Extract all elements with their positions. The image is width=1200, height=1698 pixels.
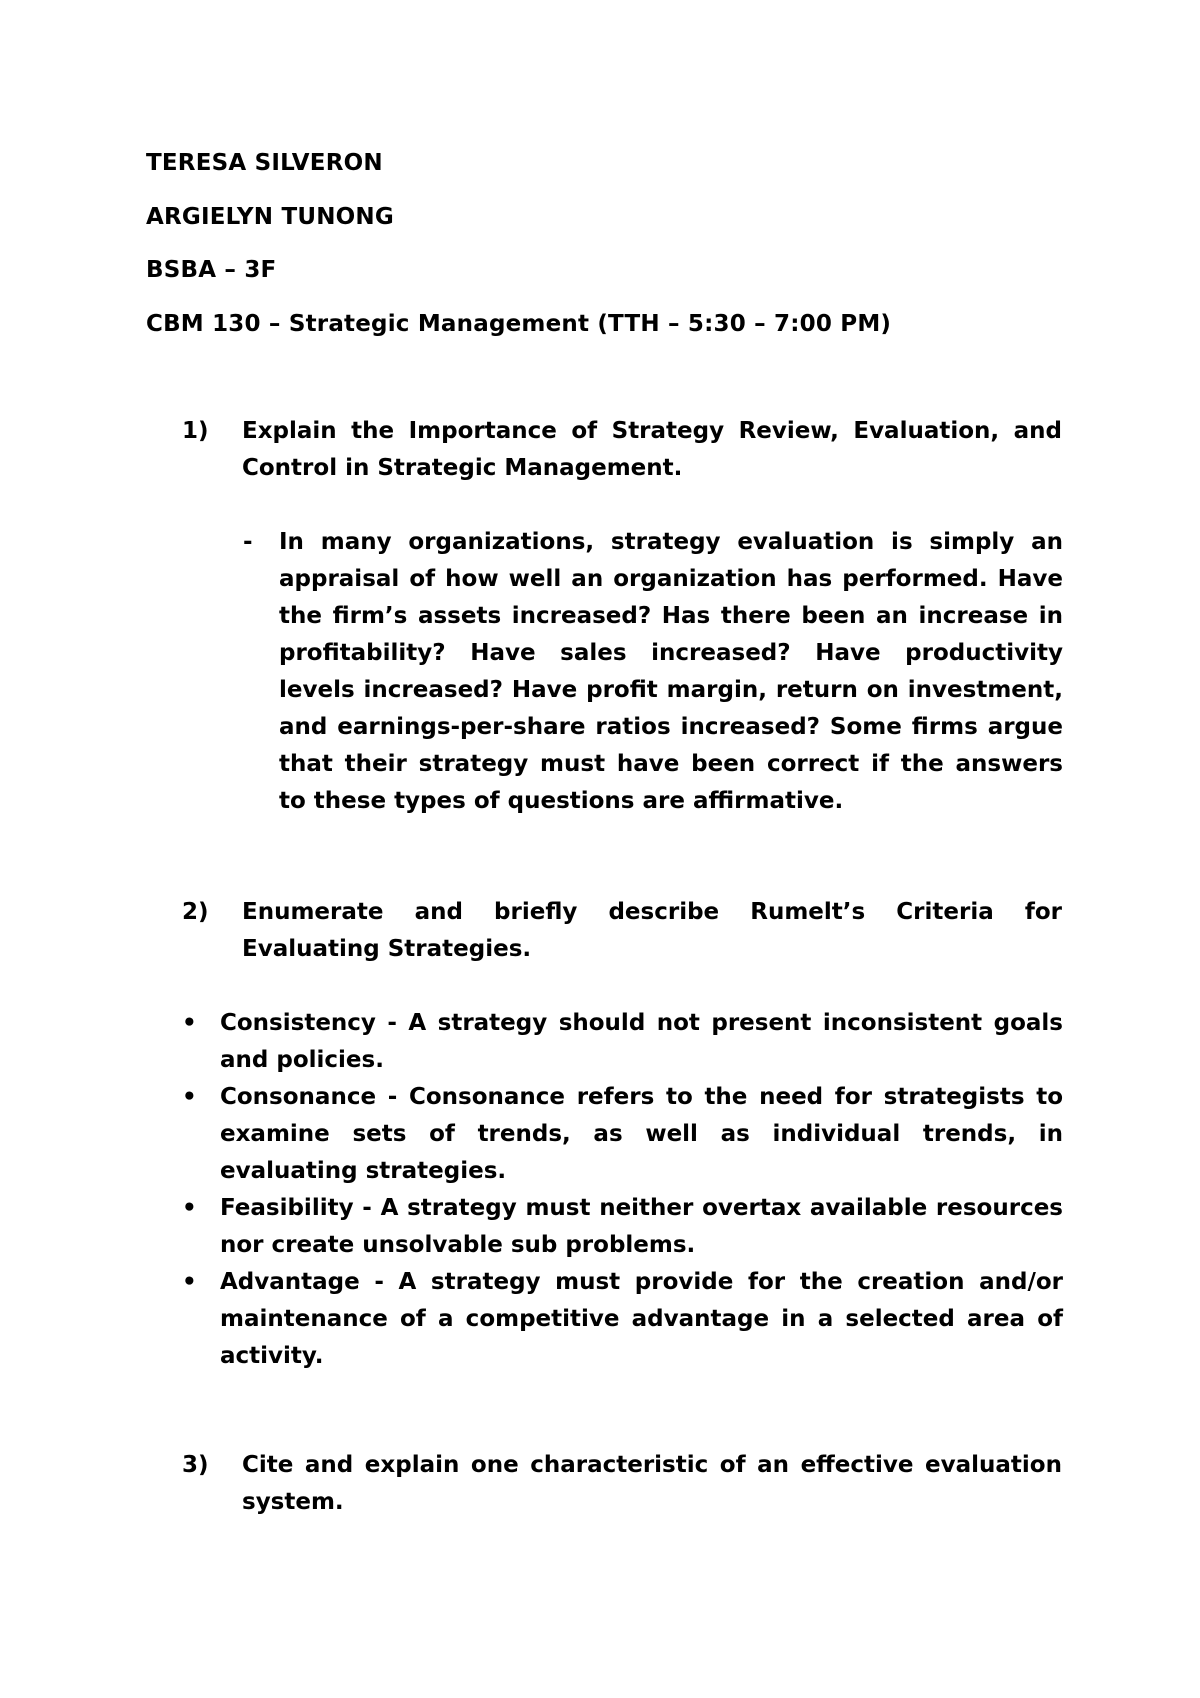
question-2-text: Enumerate and briefly describe Rumelt’s Criteria for Evaluating Strategies. — [242, 899, 1062, 962]
author-name-2: ARGIELYN TUNONG — [146, 204, 394, 230]
criterion-advantage: Advantage - A strategy must provide for the creation and/or maintenance of a competitive advantage in a selected area of activity. — [220, 1269, 1063, 1369]
bullet-icon: • — [182, 1010, 197, 1036]
list-item — [182, 1190, 1063, 1264]
question-1 — [182, 413, 1062, 487]
question-2 — [182, 894, 1062, 968]
question-3-text: Cite and explain one characteristic of an effective evaluation system. — [242, 1452, 1062, 1515]
question-3-number: 3) — [182, 1452, 209, 1478]
criterion-feasibility: Feasibility - A strategy must neither overtax available resources nor create unsolvable sub problems. — [220, 1195, 1063, 1258]
bullet-icon: • — [182, 1084, 197, 1110]
list-item — [182, 1079, 1063, 1190]
bullet-icon: • — [182, 1195, 197, 1221]
answer-1-text: In many organizations, strategy evaluation is simply an appraisal of how well an organization has performed. Have the firm’s assets increased? Has there been an increase in profitability? Have sales increased? Have productivity levels increased? Have profit margin, return on investment, and earnings-per-share ratios increased? Some firms argue that their strategy must have been correct if the answers to these types of questions are affirmative. — [279, 529, 1063, 814]
dash-marker: - — [243, 529, 253, 555]
criterion-consistency: Consistency - A strategy should not present inconsistent goals and policies. — [220, 1010, 1063, 1073]
question-2-number: 2) — [182, 899, 209, 925]
list-item — [182, 1005, 1063, 1079]
list-item — [182, 1264, 1063, 1375]
criterion-consonance: Consonance - Consonance refers to the need for strategists to examine sets of trends, as well as individual trends, in evaluating strategies. — [220, 1084, 1063, 1184]
answer-1 — [243, 524, 1063, 820]
bullet-icon: • — [182, 1269, 197, 1295]
rumelt-criteria-list — [182, 1005, 1063, 1375]
question-1-number: 1) — [182, 418, 209, 444]
question-1-text: Explain the Importance of Strategy Review, Evaluation, and Control in Strategic Management. — [242, 418, 1062, 481]
question-3 — [182, 1447, 1062, 1521]
author-name-1: TERESA SILVERON — [146, 150, 383, 176]
course-title: CBM 130 – Strategic Management (TTH – 5:30 – 7:00 PM) — [146, 311, 892, 337]
course-section: BSBA – 3F — [146, 257, 277, 283]
